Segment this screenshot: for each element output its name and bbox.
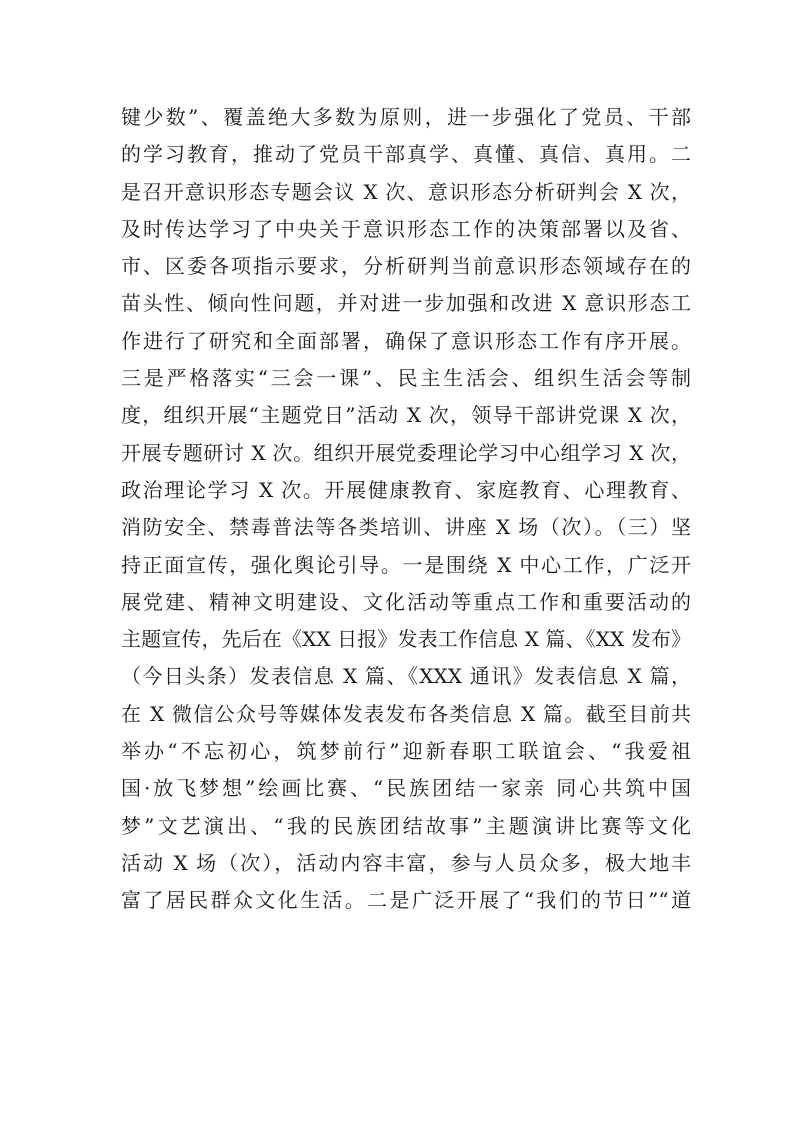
text-line: 在 X 微信公众号等媒体发表发布各类信息 X 篇。截至目前共 (121, 701, 691, 726)
text-line: 苗头性、倾向性问题，并对进一步加强和改进 X 意识形态工 (121, 291, 691, 316)
text-line: 度，组织开展“主题党日”活动 X 次，领导干部讲党课 X 次， (121, 403, 691, 428)
text-line: 的学习教育，推动了党员干部真学、真懂、真信、真用。二 (121, 142, 691, 167)
text-line: 开展专题研讨 X 次。组织开展党委理论学习中心组学习 X 次， (121, 440, 691, 465)
text-line: 及时传达学习了中央关于意识形态工作的决策部署以及省、 (121, 216, 691, 241)
text-line: 是召开意识形态专题会议 X 次、意识形态分析研判会 X 次， (121, 179, 691, 204)
text-line: 作进行了研究和全面部署，确保了意识形态工作有序开展。 (121, 328, 691, 353)
text-line: 键少数”、覆盖绝大多数为原则，进一步强化了党员、干部 (121, 105, 691, 129)
text-line: 政治理论学习 X 次。开展健康教育、家庭教育、心理教育、 (121, 477, 691, 502)
text-line: 举办“不忘初心，筑梦前行”迎新春职工联谊会、“我爱祖 (121, 739, 691, 764)
text-line: 梦”文艺演出、“我的民族团结故事”主题演讲比赛等文化 (121, 813, 691, 838)
text-line: 消防安全、禁毒普法等各类培训、讲座 X 场（次）。（三）坚 (121, 515, 691, 540)
text-line: 活动 X 场（次），活动内容丰富，参与人员众多，极大地丰 (121, 850, 691, 875)
text-line: （今日头条）发表信息 X 篇、《XXX 通讯》发表信息 X 篇， (121, 664, 691, 689)
text-line: 国·放飞梦想”绘画比赛、“民族团结一家亲 同心共筑中国 (121, 776, 691, 801)
text-line: 持正面宣传，强化舆论引导。一是围绕 X 中心工作，广泛开 (121, 552, 691, 577)
text-line: 市、区委各项指示要求，分析研判当前意识形态领域存在的 (121, 254, 691, 279)
text-line: 主题宣传，先后在《XX 日报》发表工作信息 X 篇、《XX 发布》 (121, 627, 691, 652)
text-line: 展党建、精神文明建设、文化活动等重点工作和重要活动的 (121, 589, 691, 614)
body-text (121, 99, 691, 920)
text-line: 富了居民群众文化生活。二是广泛开展了“我们的节日”“道 (121, 888, 691, 913)
text-line: 三是严格落实“三会一课”、民主生活会、组织生活会等制 (121, 366, 691, 391)
